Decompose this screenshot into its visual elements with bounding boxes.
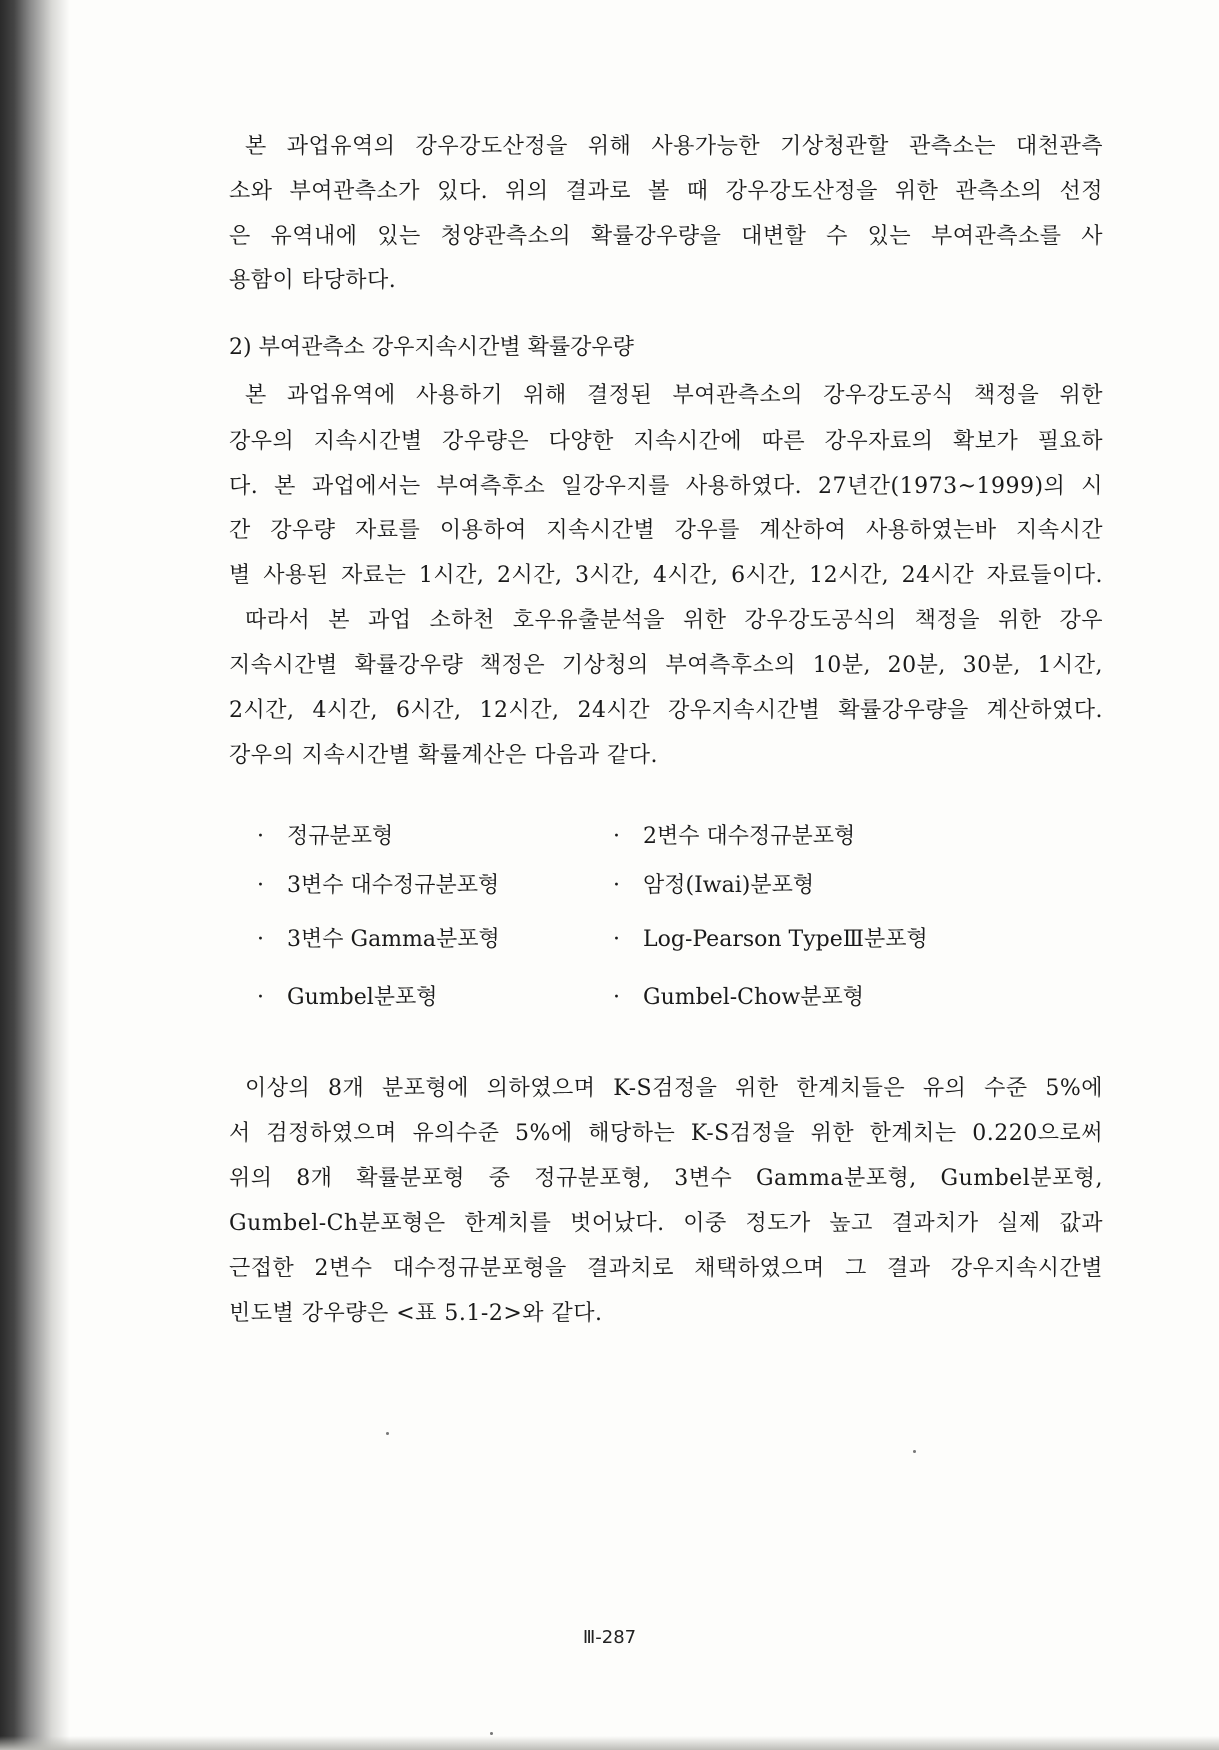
distribution-name: Gumbel-Chow분포형	[643, 985, 865, 1010]
distribution-name: 정규분포형	[287, 824, 394, 849]
list-item	[613, 822, 855, 852]
text-line: 간 강우량 자료를 이용하여 지속시간별 강우를 계산하여 사용하였는바 지속시간	[229, 518, 1103, 543]
list-item	[613, 983, 864, 1013]
text-line: 용함이 타당하다.	[229, 268, 397, 293]
text-line: 2시간, 4시간, 6시간, 12시간, 24시간 강우지속시간별 확률강우량을 계산하였다.	[229, 698, 1103, 723]
text-line: 근접한 2변수 대수정규분포형을 결과치로 채택하였으며 그 결과 강우지속시간별	[229, 1256, 1103, 1281]
section-heading: 2) 부여관측소 강우지속시간별 확률강우량	[229, 335, 634, 360]
bullet-icon: ·	[613, 927, 620, 952]
scan-speck	[913, 1450, 916, 1453]
list-item	[257, 925, 500, 955]
text-line: 다. 본 과업에서는 부여측후소 일강우지를 사용하였다. 27년간(1973~1999)의 시	[229, 474, 1103, 499]
distribution-name: 암정(Iwai)분포형	[643, 873, 815, 898]
text-line: 본 과업유역에 사용하기 위해 결정된 부여관측소의 강우강도공식 책정을 위한	[245, 383, 1103, 408]
text-line: 본 과업유역의 강우강도산정을 위해 사용가능한 기상청관할 관측소는 대천관측	[245, 134, 1103, 159]
distribution-name: 2변수 대수정규분포형	[643, 824, 856, 849]
text-line: 소와 부여관측소가 있다. 위의 결과로 볼 때 강우강도산정을 위한 관측소의 선정	[229, 179, 1103, 204]
list-item	[613, 925, 928, 955]
bullet-icon: ·	[613, 873, 620, 898]
bullet-icon: ·	[613, 824, 620, 849]
list-item	[257, 871, 499, 901]
text-line: 이상의 8개 분포형에 의하였으며 K-S검정을 위한 한계치들은 유의 수준 5%에	[245, 1076, 1103, 1101]
list-item	[613, 871, 814, 901]
distribution-name: Log-Pearson TypeⅢ분포형	[643, 927, 928, 952]
bullet-icon: ·	[257, 824, 264, 849]
list-item	[257, 983, 438, 1013]
text-line: 은 유역내에 있는 청양관측소의 확률강우량을 대변할 수 있는 부여관측소를 사	[229, 224, 1103, 249]
text-line: 서 검정하였으며 유의수준 5%에 해당하는 K-S검정을 위한 한계치는 0.220으로써	[229, 1121, 1103, 1146]
scan-speck	[386, 1432, 389, 1435]
bullet-icon: ·	[257, 873, 264, 898]
page-number: Ⅲ-287	[582, 1627, 637, 1648]
bullet-icon: ·	[613, 985, 620, 1010]
bullet-icon: ·	[257, 927, 264, 952]
distribution-name: 3변수 대수정규분포형	[287, 873, 500, 898]
distribution-name: 3변수 Gamma분포형	[287, 927, 500, 952]
bullet-icon: ·	[257, 985, 264, 1010]
text-line: 빈도별 강우량은 <표 5.1-2>와 같다.	[229, 1301, 603, 1326]
distribution-name: Gumbel분포형	[287, 985, 438, 1010]
text-line: 강우의 지속시간별 강우량은 다양한 지속시간에 따른 강우자료의 확보가 필요하	[229, 429, 1103, 454]
text-line: 별 사용된 자료는 1시간, 2시간, 3시간, 4시간, 6시간, 12시간, 24시간 자료들이다.	[229, 563, 1103, 588]
text-line: Gumbel-Ch분포형은 한계치를 벗어났다. 이중 정도가 높고 결과치가 실제 값과	[229, 1211, 1103, 1236]
text-line: 따라서 본 과업 소하천 호우유출분석을 위한 강우강도공식의 책정을 위한 강우	[245, 608, 1103, 633]
scan-speck	[490, 1732, 493, 1735]
list-item	[257, 822, 393, 852]
text-line: 위의 8개 확률분포형 중 정규분포형, 3변수 Gamma분포형, Gumbel분포형,	[229, 1166, 1103, 1191]
text-line: 지속시간별 확률강우량 책정은 기상청의 부여측후소의 10분, 20분, 30분, 1시간,	[229, 653, 1103, 678]
text-line: 강우의 지속시간별 확률계산은 다음과 같다.	[229, 743, 659, 768]
